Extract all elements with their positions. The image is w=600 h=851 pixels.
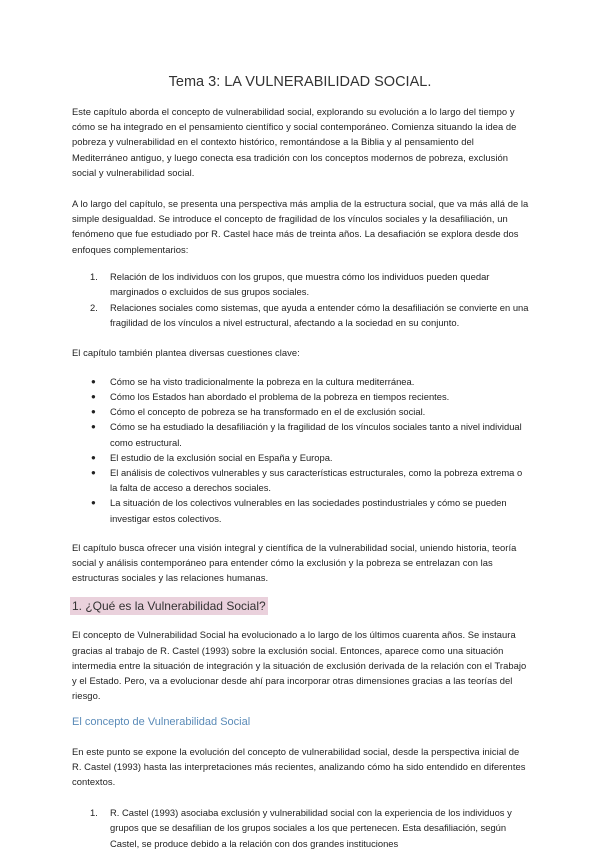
bullet-icon: ●	[91, 468, 96, 478]
list-item-text: Relaciones sociales como sistemas, que ayuda a entender cómo la desafiliación se convierte en una fragilidad de los vínculos a nivel estructural, afectando a la sociedad en su conjunto.	[110, 302, 529, 329]
list-item-text: El estudio de la exclusión social en España y Europa.	[110, 451, 333, 463]
list-item-text: La situación de los colectivos vulnerables en las sociedades postindustriales y cómo se pueden investigar estos colectivos.	[110, 497, 507, 524]
list-item	[72, 450, 530, 465]
list-item	[72, 419, 530, 449]
list-item-text: El análisis de colectivos vulnerables y sus características estructurales, como la pobreza extrema o la falta de acceso a derechos sociales.	[110, 467, 523, 494]
list-item-text: Cómo los Estados han abordado el problema de la pobreza en tiempos recientes.	[110, 391, 450, 403]
bullet-icon: ●	[91, 376, 96, 386]
subsection-heading: El concepto de Vulnerabilidad Social	[72, 715, 251, 728]
list-item	[72, 805, 530, 851]
list-item	[72, 300, 530, 330]
list-item-text: Cómo el concepto de pobreza se ha transformado en el de exclusión social.	[110, 406, 426, 418]
list-item	[72, 374, 530, 389]
list-item	[72, 389, 530, 404]
intro-paragraph: Este capítulo aborda el concepto de vulnerabilidad social, explorando su evolución a lo largo del tiempo y cómo se ha integrado en el pensamiento científico y social contemporáneo. Comienza situando la idea de pobreza y vulnerabilidad en el contexto histórico, remontándose a la Biblia y al pensamiento del Mediterráneo antiguo, y luego conecta esa tradición con los conceptos modernos de pobreza, exclusión social y vulnerabilidad social.	[72, 106, 517, 178]
section-heading: 1. ¿Qué es la Vulnerabilidad Social?	[72, 599, 266, 614]
list-number: 2.	[90, 302, 98, 314]
approaches-list	[72, 269, 530, 331]
list-item-text: Cómo se ha estudiado la desafiliación y la fragilidad de los vínculos sociales tanto a nivel individual como estructural.	[110, 421, 522, 448]
list-item-text: Relación de los individuos con los grupos, que muestra cómo los individuos pueden quedar marginados o excluidos de sus grupos sociales.	[110, 270, 490, 298]
list-item	[72, 465, 530, 495]
section-paragraph: El concepto de Vulnerabilidad Social ha evolucionado a lo largo de los últimos cuarenta años. Se instaura gracias al trabajo de R. Castel (1993) sobre la exclusión social. Entonces, aparece como una situación intermedia entre la situación de integración y la situación de exclusión derivada de la relación con el Trabajo y el Estado. Pero, va a evolucionar desde ahí para incorporar otras dimensiones gracias a las teorías del riesgo.	[72, 629, 527, 702]
bullet-icon: ●	[91, 452, 96, 462]
perspective-paragraph: A lo largo del capítulo, se presenta una perspectiva más amplia de la estructura social, que va más allá de la simple desigualdad. Se introduce el concepto de fragilidad de los vínculos sociales y la desafiliación, un fenómeno que fue estudiado por R. Castel hace más de treinta años. La desafiación se explora desde dos enfoques complementarios:	[72, 198, 529, 255]
bullet-icon: ●	[91, 498, 96, 508]
list-item	[72, 269, 530, 299]
bullet-icon: ●	[91, 392, 96, 402]
subsection-paragraph: En este punto se expone la evolución del concepto de vulnerabilidad social, desde la perspectiva inicial de R. Castel (1993) hasta las interpretaciones más recientes, analizando cómo ha sido entendido en diferentes contextos.	[72, 745, 526, 787]
issues-list	[72, 374, 530, 526]
castel-list	[72, 805, 530, 851]
list-number: 1.	[90, 807, 98, 819]
list-item	[72, 495, 530, 525]
list-number: 1.	[90, 270, 98, 282]
list-item-text: R. Castel (1993) asociaba exclusión y vulnerabilidad social con la experiencia de los individuos y grupos que se desafilian de los grupos sociales a los que pertenecen. Esta desafiliación, según Castel, se produce debido a la relación con dos grandes instituciones	[110, 807, 512, 849]
aim-paragraph: El capítulo busca ofrecer una visión integral y científica de la vulnerabilidad social, uniendo historia, teoría social y análisis contemporáneo para entender cómo la exclusión y la pobreza se entrelazan con las estructuras sociales y las relaciones humanas.	[72, 541, 517, 584]
page-title: Tema 3: LA VULNERABILIDAD SOCIAL.	[168, 74, 432, 90]
bullet-icon: ●	[91, 407, 96, 417]
list-item-text: Cómo se ha visto tradicionalmente la pobreza en la cultura mediterránea.	[110, 375, 415, 387]
document-body	[72, 104, 530, 851]
issues-intro: El capítulo también plantea diversas cuestiones clave:	[72, 346, 300, 358]
bullet-icon: ●	[91, 422, 96, 432]
list-item	[72, 404, 530, 419]
